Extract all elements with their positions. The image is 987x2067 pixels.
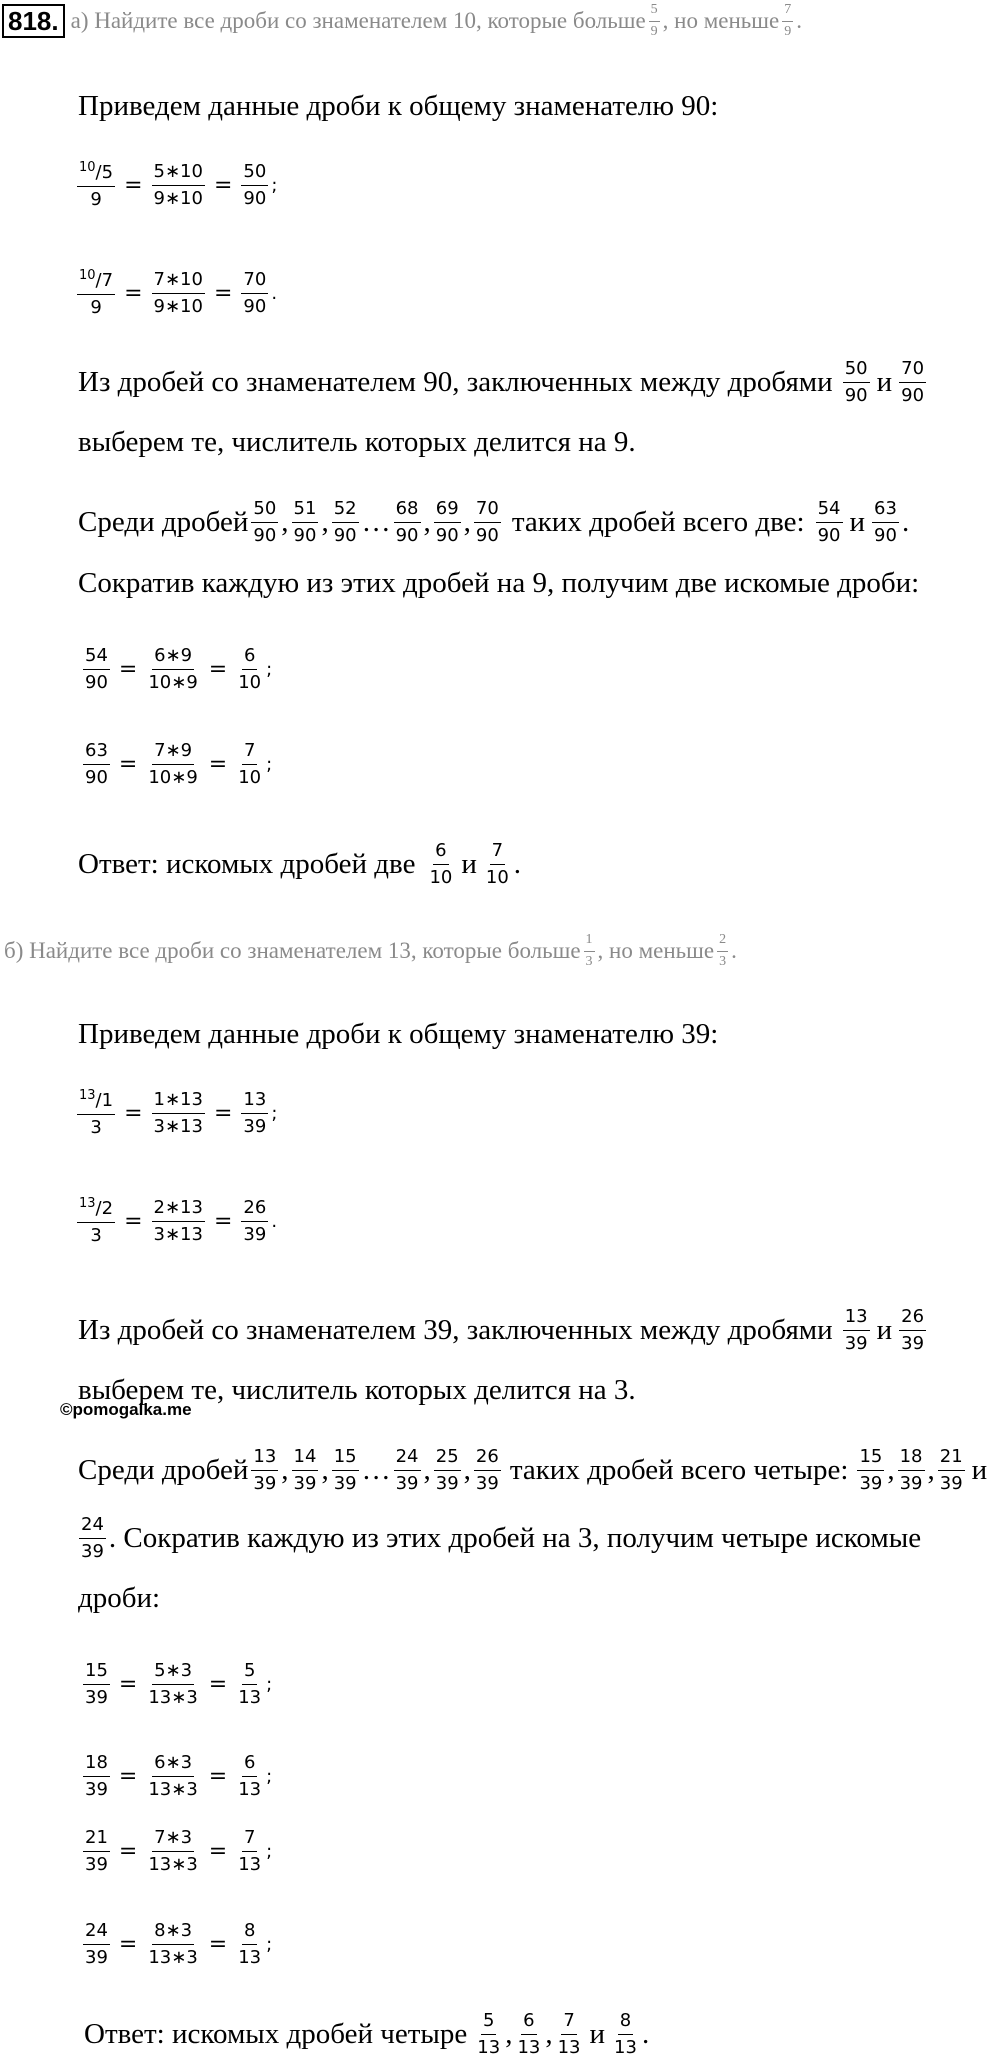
equation-b2: $\frac{^{13}/2}{3}$ = $\frac{2∗13}{3∗13}$ = $\frac{26}{39}$ . xyxy=(79,1196,278,1246)
task-b-frac-1: 1 3 xyxy=(585,932,593,969)
task-a-frac-2: 7 9 xyxy=(784,2,792,39)
task-a-prefix: а) Найдите все дроби со знаменателем 10, которые больше xyxy=(70,8,646,34)
between-b-line-2: выберем те, числитель которых делится на 3. xyxy=(78,1374,636,1406)
task-a-line xyxy=(2,2,802,41)
reduction-b1: $\frac{15}{39}$ = $\frac{5∗3}{13∗3}$ = $\frac{5}{13}$ ; xyxy=(85,1660,273,1708)
task-b-line xyxy=(4,932,737,971)
intro-a: Приведем данные дроби к общему знаменателю 90: xyxy=(78,90,719,122)
reduction-b2: $\frac{18}{39}$ = $\frac{6∗3}{13∗3}$ = $\frac{6}{13}$ ; xyxy=(85,1752,273,1800)
reduction-b4: $\frac{24}{39}$ = $\frac{8∗3}{13∗3}$ = $\frac{8}{13}$ ; xyxy=(85,1920,273,1968)
reduction-b3: $\frac{21}{39}$ = $\frac{7∗3}{13∗3}$ = $\frac{7}{13}$ ; xyxy=(85,1827,273,1875)
answer-a: Ответ: искомых дробей две 6 10 и 7 10 . xyxy=(78,840,522,888)
between-a-line-2: выберем те, числитель которых делится на 9. xyxy=(78,426,636,458)
reduce-b-line-2: дроби: xyxy=(78,1582,161,1614)
watermark: ©pomogalka.me xyxy=(60,1400,192,1419)
reduction-a2: $\frac{63}{90}$ = $\frac{7∗9}{10∗9}$ = $\frac{7}{10}$ ; xyxy=(85,740,273,788)
equation-a2: $\frac{^{10}/7}{9}$ = $\frac{7∗10}{9∗10}$ = $\frac{70}{90}$ . xyxy=(79,268,278,318)
task-a-frac-1: 5 9 xyxy=(650,2,658,39)
task-b-frac-2: 2 3 xyxy=(719,932,727,969)
among-a-line: Среди дробей 50 90 , 51 90 , 52 90 … 68 90 , 69 90 , 70 90 таких дробей всего две: 54 90 и 63 90 . xyxy=(78,498,910,546)
task-b-prefix: б) Найдите все дроби со знаменателем 13, которые больше xyxy=(4,938,581,964)
equation-a1: $\frac{^{10}/5}{9}$ = $\frac{5∗10}{9∗10}$ = $\frac{50}{90}$ ; xyxy=(79,160,278,210)
among-b-line: Среди дробей 13 39 , 14 39 , 15 39 … 24 39 , 25 39 , 26 39 таких дробей всего четыре: 15 39 , 18 39 , 21 39 и xyxy=(78,1446,987,1494)
task-a-mid: , но меньше xyxy=(662,8,780,34)
reduction-a1: $\frac{54}{90}$ = $\frac{6∗9}{10∗9}$ = $\frac{6}{10}$ ; xyxy=(85,645,273,693)
equation-b1: $\frac{^{13}/1}{3}$ = $\frac{1∗13}{3∗13}$ = $\frac{13}{39}$ ; xyxy=(79,1088,278,1138)
task-a-end: . xyxy=(796,8,802,34)
reduce-a-text: Сократив каждую из этих дробей на 9, получим две искомые дроби: xyxy=(78,567,920,599)
between-b-line: Из дробей со знаменателем 39, заключенных между дробями 13 39 и 26 39 xyxy=(78,1306,925,1354)
answer-b: Ответ: искомых дробей четыре 5 13 , 6 13 , 7 13 и 8 13 . xyxy=(84,2010,650,2058)
problem-number: 818. xyxy=(2,4,65,38)
between-a-line: Из дробей со знаменателем 90, заключенных между дробями 50 90 и 70 90 xyxy=(78,358,925,406)
reduce-b-line: 24 39 . Сократив каждую из этих дробей на 3, получим четыре искомые xyxy=(81,1514,922,1562)
task-b-mid: , но меньше xyxy=(597,938,715,964)
task-b-end: . xyxy=(731,938,737,964)
intro-b: Приведем данные дроби к общему знаменателю 39: xyxy=(78,1018,719,1050)
